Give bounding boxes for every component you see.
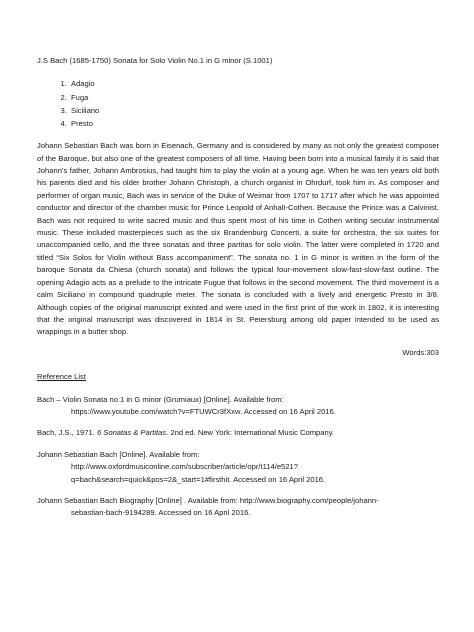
reference-text: Johann Sebastian Bach [Online]. Available from: bbox=[37, 449, 200, 459]
reference-text: Bach, J.S., 1971. bbox=[37, 428, 97, 438]
reference-entry bbox=[37, 427, 439, 439]
movement-item: 4. Presto bbox=[69, 117, 439, 130]
body-paragraph: Johann Sebastian Bach was born in Eisenach, Germany and is considered by many as not only the greatest composer of the Baroque, but also one of the greatest composers of all time. Having been born into a musical family it is said that Johann’s father, Johann Ambrosius, had taught him to play the violin at a young age. When he was ten years old both his parents died and his older brother Johann Christoph, a church organist in Ohrdurf, took him in. As composer and performer of organ music, Bach was in service of the Duke of Weimar from 1707 to 1717 after which he was appointed conductor and director of the chamber music for Prince Leopold of Anhalt-Cothen. Because the Prince was a Calvinist, Bach was not required to write sacred music and thus spent most of his time in Cothen writing secular instrumental music. These included masterpieces such as the six Brandenburg Concerti, a suite for orchestra, the six suites for unaccompanied cello, and the three sonatas and three partitas for solo violin. The latter were completed in 1720 and titled “Six Solos for Violin without Bass accompaniment”. The sonata no. 1 in G minor is written in the form of the baroque Sonata da Chiesa (church sonata) and follows the typical four-movement slow-fast-slow-fast outline. The opening Adagio acts as a prelude to the intricate Fugue that follows in the second movement. The third movement is a calm Siciliano in compound quadruple meter. The sonata is concluded with a lively and energetic Presto in 3/8. Although copies of the original manuscript existed and were used in the first print of the work in 1802, it is interesting that the original manuscript was discovered in 1814 in St. Petersburg among old paper intended to be used as wrappings in a butter shop. bbox=[37, 141, 439, 337]
reference-entry bbox=[37, 449, 439, 486]
document-title: J.S Bach (1685-1750) Sonata for Solo Violin No.1 in G minor (S.1001) bbox=[37, 56, 273, 65]
word-count: Words:303 bbox=[402, 347, 439, 357]
reference-text[interactable]: Johann Sebastian Bach Biography [Online] . Available from: http://www.biography.com/people/johann- bbox=[37, 495, 379, 505]
movement-item: 2. Fuga bbox=[69, 91, 439, 104]
movement-list bbox=[37, 77, 439, 130]
movement-item: 3. Siciliano bbox=[69, 104, 439, 117]
reference-link[interactable]: sebastian-bach-9194289. Accessed on 16 April 2016. bbox=[71, 508, 251, 518]
reference-link[interactable]: q=bach&search=quick&pos=2&_start=1#firsthit. Accessed on 16 April 2016. bbox=[71, 474, 326, 484]
reference-book-title: 6 Sonatas & Partitas bbox=[96, 428, 167, 438]
reference-link[interactable]: https://www.youtube.com/watch?v=FTUWCr3fXxw. Accessed on 16 April 2016. bbox=[71, 406, 336, 416]
reference-list-heading: Reference List bbox=[37, 372, 86, 382]
movement-item: 1. Adagio bbox=[69, 77, 439, 90]
reference-entry bbox=[37, 495, 439, 520]
document-content bbox=[37, 55, 439, 529]
reference-entry bbox=[37, 394, 439, 419]
reference-text: . 2nd ed. New York: International Music Company. bbox=[166, 428, 335, 438]
reference-text: Bach – Violin Sonata no.1 in G minor (Grumiaux) [Online]. Available from: bbox=[37, 394, 284, 404]
reference-link[interactable]: http://www.oxfordmusiconline.com/subscriber/article/opr/t114/e521? bbox=[71, 462, 298, 472]
